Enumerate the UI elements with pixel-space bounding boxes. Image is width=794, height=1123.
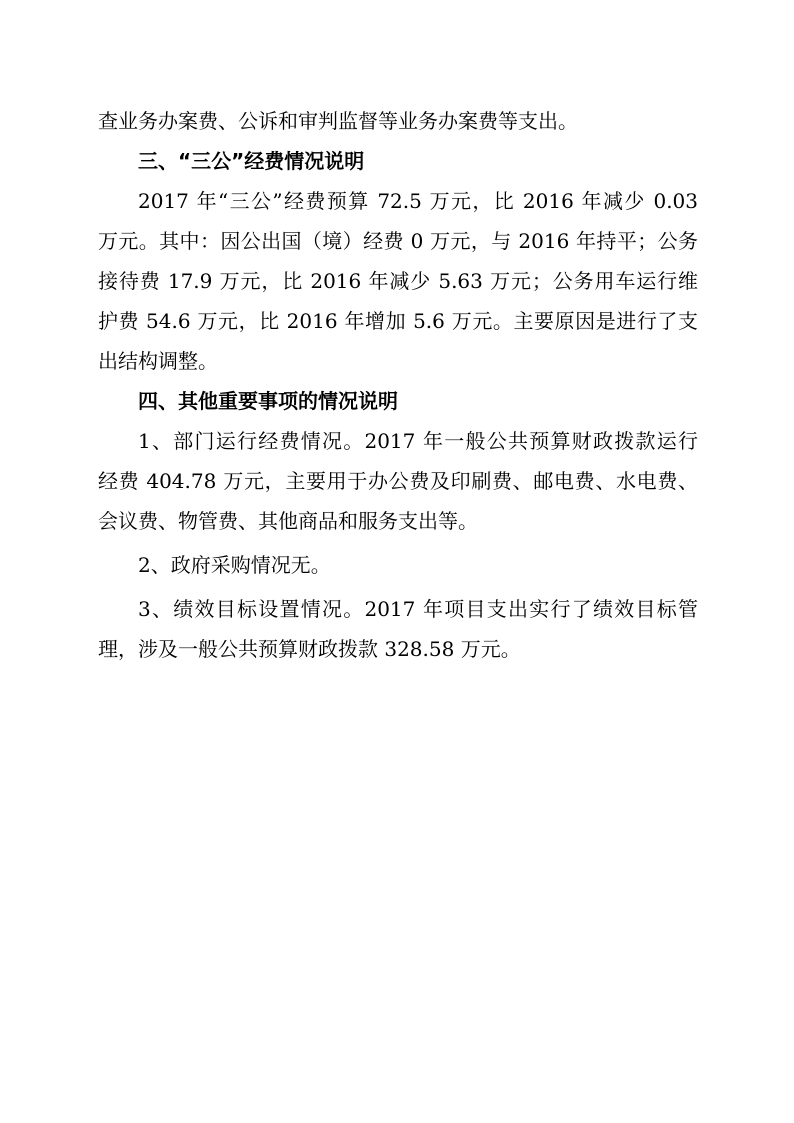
paragraph-line: 接待费 17.9 万元，比 2016 年减少 5.63 万元；公务用车运行维 [98, 269, 698, 293]
paragraph-line: 护费 54.6 万元，比 2016 年增加 5.6 万元。主要原因是进行了支 [98, 309, 698, 333]
section-heading-four: 四、其他重要事项的情况说明 [138, 389, 398, 413]
paragraph-line: 1、部门运行经费情况。2017 年一般公共预算财政拨款运行 [138, 429, 698, 453]
paragraph-line: 万元。其中：因公出国（境）经费 0 万元，与 2016 年持平；公务 [98, 229, 698, 253]
paragraph-line: 2、政府采购情况无。 [138, 553, 331, 577]
paragraph-line: 理，涉及一般公共预算财政拨款 328.58 万元。 [98, 637, 521, 661]
section-heading-three: 三、“三公”经费情况说明 [138, 149, 365, 173]
paragraph-line: 经费 404.78 万元，主要用于办公费及印刷费、邮电费、水电费、 [98, 469, 698, 493]
paragraph-line: 3、绩效目标设置情况。2017 年项目支出实行了绩效目标管 [138, 597, 698, 621]
paragraph-line: 查业务办案费、公诉和审判监督等业务办案费等支出。 [98, 109, 578, 133]
paragraph-line: 出结构调整。 [98, 349, 218, 373]
paragraph-line: 会议费、物管费、其他商品和服务支出等。 [98, 509, 478, 533]
paragraph-line: 2017 年“三公”经费预算 72.5 万元，比 2016 年减少 0.03 [138, 189, 698, 213]
